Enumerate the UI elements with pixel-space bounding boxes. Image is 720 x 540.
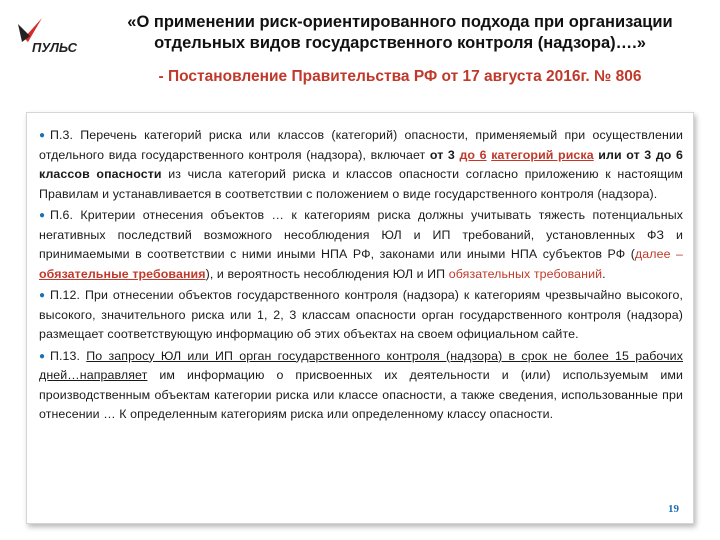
bullet-icon: ● [39,210,46,221]
title-line-2: отдельных видов государственного контроля (надзора)….» [154,34,646,52]
page-number: 19 [668,503,679,515]
bullet-icon: ● [39,290,46,301]
pulse-logo-icon [8,16,98,56]
logo-text: ПУЛЬС [32,40,78,55]
paragraph-p3: ● П.3. Перечень категорий риска или классов (категорий) опасности, применяемый при осуществлении отдельного вида государственного контроля (надзора), включает от 3 до 6 категорий риска или от 3 до 6 классов опасности из числа категорий риска и классов опасности согласно приложению к настоящим Правилам и устанавливается в соответствии с положением о виде государственного контроля (надзора). [39,128,683,201]
bullet-icon: ● [39,350,46,362]
page-subtitle: - Постановление Правительства РФ от 17 августа 2016г. № 806 [158,68,642,85]
pulse-logo [8,16,98,56]
paragraph-p6: ● П.6. Критерии отнесения объектов … к категориям риска должны учитывать тяжесть потенциальных негативных последствий возможного несоблюдения ЮЛ и ИП требований, установленных ФЗ и принимаемыми в соответствии с ними иными НПА РФ, законами или иными НПА субъектов РФ (далее – обязательные требования), и вероятность несоблюдения ЮЛ и ИП обязательных требований. [39,208,683,281]
content-card [26,112,694,524]
paragraph-p13: ● П.13. По запросу ЮЛ или ИП орган государственного контроля (надзора) в срок не более 15 рабочих дней…направляет им информацию о присвоенных их деятельности и (или) используемым ими производственным объектам категории риска или классе опасности, а также сведения, использованные при отнесении … К определенным категориям риска или определенному классу опасности. [39,348,683,421]
title-line-1: «О применении риск-ориентированного подхода при организации [127,13,673,31]
page-title [100,12,700,54]
paragraph-p12: ● П.12. При отнесении объектов государственного контроля (надзора) к категориям чрезвычайно высокого, высокого, значительного риска или 1, 2, 3 классам опасности орган государственного контроля (надзора) размещает соответствующую информацию об этих объектах на своем официальном сайте. [39,288,683,341]
bullet-icon: ● [39,130,46,141]
content-body [39,126,683,427]
